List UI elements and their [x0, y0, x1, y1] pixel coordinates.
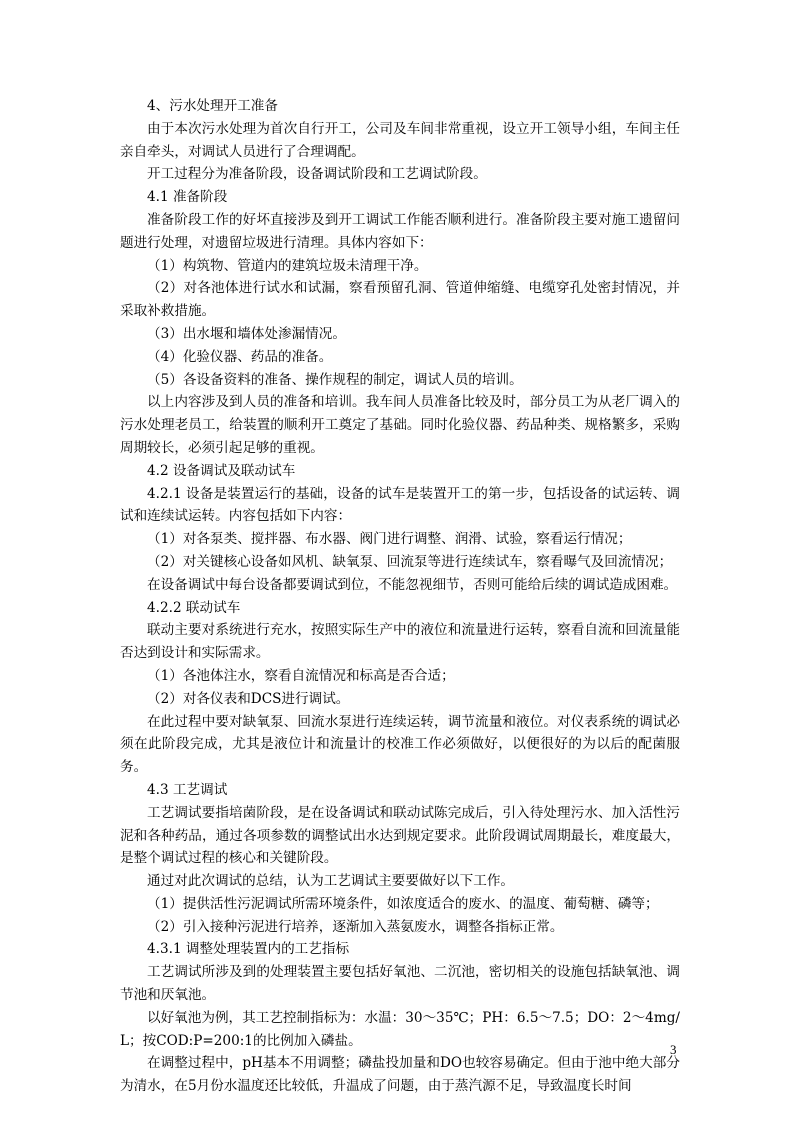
list-item: （1）各池体注水，察看自流情况和标高是否合适；: [147, 667, 455, 684]
list-item: （4）化验仪器、药品的准备。: [147, 348, 333, 365]
paragraph: 在此过程中要对缺氧泵、回流水泵进行连续运转，调节流量和液位。对仪表系统的调试必须在此阶段完成，尤其是液位计和流量计的校准工作必须做好，以便很好的为以后的配菌服务。: [120, 713, 680, 776]
paragraph: 开工过程分为准备阶段，设备调试阶段和工艺调试阶段。: [147, 166, 487, 183]
paragraph: 准备阶段工作的好坏直接涉及到开工调试工作能否顺利进行。准备阶段主要对施工遗留问题进行处理，对遗留垃圾进行清理。具体内容如下：: [120, 211, 680, 251]
paragraph: 4.2.1 设备是装置运行的基础，设备的试车是装置开工的第一步，包括设备的试运转、调试和连续试运转。内容包括如下内容：: [120, 485, 680, 525]
paragraph: 在调整过程中，pH基本不用调整；磷盐投加量和DO也较容易确定。但由于池中绝大部分为清水，在5月份水温度还比较低，升温成了问题，由于蒸汽源不足，导致温度长时间: [120, 1055, 680, 1095]
section-heading: 4.2.2 联动试车: [147, 599, 241, 616]
paragraph: 通过对此次调试的总结，认为工艺调试主要要做好以下工作。: [147, 873, 515, 890]
paragraph: 以好氧池为例，其工艺控制指标为：水温：30～35℃；PH：6.5～7.5；DO：2～4mg/L；按COD:P=200:1的比例加入磷盐。: [120, 1009, 680, 1049]
list-item: （5）各设备资料的准备、操作规程的制定，调试人员的培训。: [147, 371, 523, 388]
section-heading: 4.2 设备调试及联动试车: [147, 462, 296, 479]
list-item: （1）对各泵类、搅拌器、布水器、阀门进行调整、润滑、试验，察看运行情况；: [147, 531, 632, 548]
section-heading: 4.1 准备阶段: [147, 189, 228, 206]
list-item: （3）出水堰和墙体处渗漏情况。: [147, 325, 346, 342]
list-item: （2）对各仪表和DCS进行调试。: [147, 690, 350, 707]
list-item: （2）引入接种污泥进行培养，逐渐加入蒸氨废水，调整各指标正常。: [147, 918, 564, 935]
paragraph: 工艺调试所涉及到的处理装置主要包括好氧池、二沉池，密切相关的设施包括缺氧池、调节池和厌氧池。: [120, 964, 680, 1004]
section-heading: 4.3 工艺调试: [147, 781, 228, 798]
list-item: （1）构筑物、管道内的建筑垃圾未清理干净。: [147, 257, 428, 274]
document-body: [120, 95, 680, 1098]
list-item: （2）对关键核心设备如风机、缺氧泵、回流泵等进行连续试车，察看曝气及回流情况；: [147, 553, 673, 570]
paragraph: 联动主要对系统进行充水，按照实际生产中的液位和流量进行运转，察看自流和回流量能否达到设计和实际需求。: [120, 622, 680, 662]
list-item: （1）提供活性污泥调试所需环境条件，如浓度适合的废水、的温度、葡萄糖、磷等；: [147, 895, 659, 912]
paragraph: 工艺调试要指培菌阶段，是在设备调试和联动试陈完成后，引入待处理污水、加入活性污泥和各种药品，通过各项参数的调整试出水达到规定要求。此阶段调试周期最长，难度最大，是整个调试过程的核心和关键阶段。: [120, 804, 680, 867]
paragraph: 在设备调试中每台设备都要调试到位，不能忽视细节，否则可能给后续的调试造成困难。: [147, 576, 678, 593]
paragraph: 以上内容涉及到人员的准备和培训。我车间人员准备比较及时，部分员工为从老厂调入的污水处理老员工，给装置的顺利开工奠定了基础。同时化验仪器、药品种类、规格繁多，采购周期较长，必须引起足够的重视。: [120, 394, 680, 456]
page-number: 3: [670, 1042, 677, 1057]
section-heading: 4.3.1 调整处理装置内的工艺指标: [147, 941, 350, 958]
section-heading: 4、污水处理开工准备: [147, 98, 278, 114]
paragraph: 由于本次污水处理为首次自行开工，公司及车间非常重视，设立开工领导小组，车间主任亲自牵头，对调试人员进行了合理调配。: [120, 120, 680, 160]
list-item: （2）对各池体进行试水和试漏，察看预留孔洞、管道伸缩缝、电缆穿孔处密封情况，并采取补救措施。: [120, 280, 680, 320]
